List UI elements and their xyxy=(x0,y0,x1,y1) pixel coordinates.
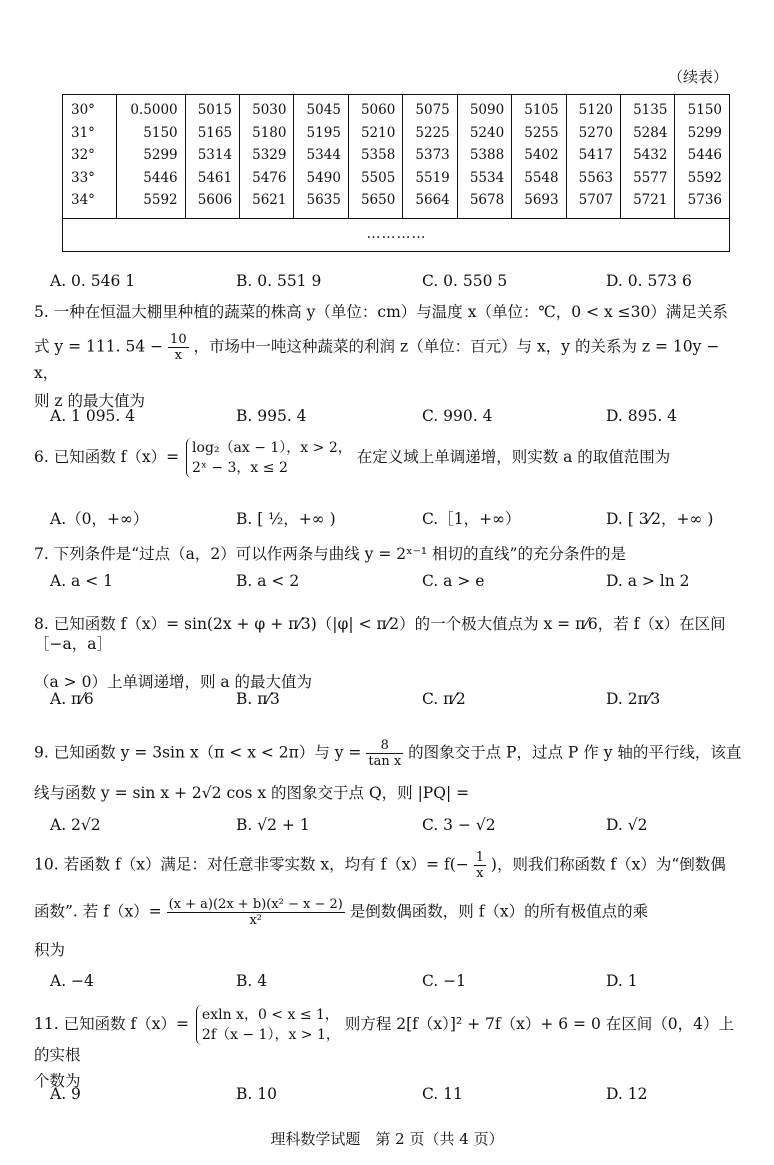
q11-piecewise xyxy=(196,1005,340,1045)
q10-line1 xyxy=(34,850,744,881)
q8-options xyxy=(50,690,730,714)
table-cell: 5678 xyxy=(457,189,511,218)
q11-pre: 11. 已知函数 f（x）= xyxy=(34,1015,189,1033)
continued-label: （续表） xyxy=(667,68,728,86)
table-cell: 5592 xyxy=(675,167,730,190)
table-cell: 5461 xyxy=(185,167,239,190)
q9-option-a: A. 2√2 xyxy=(50,816,101,834)
q9-fraction xyxy=(366,738,403,769)
q5-line1: 5. 一种在恒温大棚里种植的蔬菜的株高 y（单位：cm）与温度 x（单位：℃，0 < x ≤30）满足关系 xyxy=(34,303,728,321)
table-cell: 5505 xyxy=(348,167,402,190)
table-cell: 5388 xyxy=(457,144,511,167)
table-cell: 5476 xyxy=(240,167,294,190)
q9-line1 xyxy=(34,738,744,769)
table-cell: 5650 xyxy=(348,189,402,218)
sine-table xyxy=(62,94,730,252)
table-cell: 5402 xyxy=(512,144,566,167)
table-row xyxy=(63,189,730,218)
table-cell: 5446 xyxy=(675,144,730,167)
q9-frac-num: 8 xyxy=(366,738,403,754)
q8-line1: 8. 已知函数 f（x）= sin(2x + φ + π⁄3)（|φ| < π⁄2）的一个极大值点为 x = π⁄6，若 f（x）在区间［−a，a］ xyxy=(34,615,726,653)
table-cell: 5090 xyxy=(457,95,511,122)
q11-case2: 2f（x − 1），x > 1， xyxy=(201,1027,340,1043)
q6-case1: log₂（ax − 1），x > 2， xyxy=(192,440,352,456)
table-cell: 5446 xyxy=(117,167,186,190)
question-9 xyxy=(34,738,744,803)
q8-option-a: A. π⁄6 xyxy=(50,690,94,708)
table-cell: 5135 xyxy=(621,95,675,122)
q10-line1-post: )，则我们称函数 f（x）为“倒数偶 xyxy=(490,855,726,874)
table-cell: 5105 xyxy=(512,95,566,122)
q8-option-d: D. 2π⁄3 xyxy=(606,690,661,708)
table-cell: 5664 xyxy=(403,189,457,218)
q5-fraction xyxy=(168,332,189,363)
q5-line2 xyxy=(34,332,744,383)
q10-line1-pre: 10. 若函数 f（x）满足：对任意非零实数 x，均有 f（x）= f(− xyxy=(34,855,469,874)
table-cell: 5270 xyxy=(566,122,620,145)
table-row-angle: 31° xyxy=(63,122,117,145)
q9-line1-post: 的图象交于点 P，过点 P 作 y 轴的平行线，该直 xyxy=(408,743,742,762)
q8-option-b: B. π⁄3 xyxy=(236,690,280,708)
table-cell: 5225 xyxy=(403,122,457,145)
q9-line1-pre: 9. 已知函数 y = 3sin x（π < x < 2π）与 y = xyxy=(34,743,362,762)
table-cell: 5015 xyxy=(185,95,239,122)
table-row xyxy=(63,122,730,145)
q4-option-c: C. 0. 550 5 xyxy=(422,272,508,290)
q5-line2-post: ，市场中一吨这种蔬菜的利润 z（单位：百元）与 x，y 的关系为 z = 10y − x， xyxy=(34,337,720,382)
table-row-angle: 32° xyxy=(63,144,117,167)
table-cell: 5299 xyxy=(117,144,186,167)
table-cell: 5707 xyxy=(566,189,620,218)
q5-line3: 则 z 的最大值为 xyxy=(34,392,146,410)
table-cell: 5606 xyxy=(185,189,239,218)
q6-options xyxy=(50,507,730,531)
q5-frac-den: x xyxy=(174,348,182,363)
q11-post: 则方程 2[f（x）]² + 7f（x）+ 6 = 0 在区间（0，4）上的实根 xyxy=(34,1015,734,1064)
table-cell: 5592 xyxy=(117,189,186,218)
q11-line1 xyxy=(34,1005,744,1065)
q9-options xyxy=(50,816,730,840)
q6-pre: 6. 已知函数 f（x）= xyxy=(34,448,180,466)
q10-fraction-2 xyxy=(167,897,345,928)
q9-option-d: D. √2 xyxy=(606,816,648,834)
question-7: 7. 下列条件是“过点（a，2）可以作两条与曲线 y = 2ˣ⁻¹ 相切的直线”的充分条件的是 xyxy=(34,545,626,563)
q6-option-b: B. [ ½，+∞ ) xyxy=(236,510,336,528)
q5-option-a: A. 1 095. 4 xyxy=(50,407,136,425)
q4-options xyxy=(50,272,730,296)
q5-option-d: D. 895. 4 xyxy=(606,407,678,425)
table-cell: 5210 xyxy=(348,122,402,145)
table-cell: 5150 xyxy=(675,95,730,122)
q10-line2-pre: 函数”. 若 f（x）= xyxy=(34,902,162,921)
q5-option-c: C. 990. 4 xyxy=(422,407,493,425)
table-row xyxy=(63,144,730,167)
q10-line2-post: 是倒数偶函数，则 f（x）的所有极值点的乘 xyxy=(349,902,649,921)
table-cell: 5255 xyxy=(512,122,566,145)
q6-option-d: D. [ 3⁄2，+∞ ) xyxy=(606,510,714,528)
table-cell: 5240 xyxy=(457,122,511,145)
table-row-angle: 30° xyxy=(63,95,117,122)
table-cell: 5165 xyxy=(185,122,239,145)
table-cell: 5417 xyxy=(566,144,620,167)
table-cell: 5635 xyxy=(294,189,348,218)
q7-option-c: C. a > e xyxy=(422,572,485,590)
q11-option-b: B. 10 xyxy=(236,1085,277,1103)
table-cell: 5432 xyxy=(621,144,675,167)
q11-option-a: A. 9 xyxy=(50,1085,81,1103)
table-cell: 5548 xyxy=(512,167,566,190)
table-cell: 5577 xyxy=(621,167,675,190)
q7-option-a: A. a < 1 xyxy=(50,572,113,590)
q5-frac-num: 10 xyxy=(170,332,187,347)
q8-option-c: C. π⁄2 xyxy=(422,690,466,708)
table-cell: 5373 xyxy=(403,144,457,167)
table-cell: 0.5000 xyxy=(117,95,186,122)
q10-line2 xyxy=(34,897,744,928)
question-6 xyxy=(34,438,744,478)
table-row xyxy=(63,167,730,190)
q6-post: 在定义域上单调递增，则实数 a 的取值范围为 xyxy=(356,448,671,466)
q5-options xyxy=(50,407,730,431)
q10-option-c: C. −1 xyxy=(422,972,467,990)
q9-option-b: B. √2 + 1 xyxy=(236,816,310,834)
question-10 xyxy=(34,850,744,960)
table-cell: 5563 xyxy=(566,167,620,190)
q7-option-d: D. a > ln 2 xyxy=(606,572,690,590)
table-cell: 5120 xyxy=(566,95,620,122)
table-cell: 5284 xyxy=(621,122,675,145)
q10-option-a: A. −4 xyxy=(50,972,94,990)
q11-line2: 个数为 xyxy=(34,1072,81,1090)
q10-frac2-den: x² xyxy=(249,913,262,928)
table-cell: 5299 xyxy=(675,122,730,145)
q9-frac-den: tan x xyxy=(368,754,402,769)
table-cell: 5534 xyxy=(457,167,511,190)
table-cell: 5621 xyxy=(240,189,294,218)
q4-option-a: A. 0. 546 1 xyxy=(50,272,136,290)
table-cell: 5314 xyxy=(185,144,239,167)
q10-options xyxy=(50,972,730,996)
q10-option-b: B. 4 xyxy=(236,972,268,990)
table-cell: 5150 xyxy=(117,122,186,145)
q9-option-c: C. 3 − √2 xyxy=(422,816,496,834)
table-cell: 5736 xyxy=(675,189,730,218)
table-cell: 5358 xyxy=(348,144,402,167)
q5-option-b: B. 995. 4 xyxy=(236,407,307,425)
question-11 xyxy=(34,1005,744,1091)
table-cell: 5045 xyxy=(294,95,348,122)
q4-option-b: B. 0. 551 9 xyxy=(236,272,322,290)
q6-piecewise xyxy=(186,438,352,478)
q10-frac1-num: 1 xyxy=(475,850,484,865)
q9-line2: 线与函数 y = sin x + 2√2 cos x 的图象交于点 Q，则 |PQ| = xyxy=(34,784,470,802)
q10-frac1-den: x xyxy=(476,866,484,881)
q7-option-b: B. a < 2 xyxy=(236,572,300,590)
table-cell: 5519 xyxy=(403,167,457,190)
table-row xyxy=(63,95,730,122)
q10-line3: 积为 xyxy=(34,941,66,959)
q11-case1: exln x，0 < x ≤ 1， xyxy=(201,1007,339,1023)
table-cell: 5693 xyxy=(512,189,566,218)
q10-frac2-num: (x + a)(2x + b)(x² − x − 2) xyxy=(168,897,343,912)
table-cell: 5195 xyxy=(294,122,348,145)
q10-fraction-1 xyxy=(474,850,486,881)
q11-options xyxy=(50,1085,730,1109)
q6-option-a: A.（0，+∞） xyxy=(50,510,149,528)
table-cell: 5490 xyxy=(294,167,348,190)
q4-option-d: D. 0. 573 6 xyxy=(606,272,692,290)
q6-option-c: C.［1，+∞） xyxy=(422,510,521,528)
question-8 xyxy=(34,614,744,692)
table-cell: 5344 xyxy=(294,144,348,167)
table-cell: 5329 xyxy=(240,144,294,167)
table-cell: 5060 xyxy=(348,95,402,122)
table-cell: 5721 xyxy=(621,189,675,218)
table-row-angle: 33° xyxy=(63,167,117,190)
q11-option-c: C. 11 xyxy=(422,1085,463,1103)
table-cell: 5180 xyxy=(240,122,294,145)
q7-options xyxy=(50,572,730,596)
table-cell: 5075 xyxy=(403,95,457,122)
q11-option-d: D. 12 xyxy=(606,1085,648,1103)
table-cell: 5030 xyxy=(240,95,294,122)
q10-option-d: D. 1 xyxy=(606,972,638,990)
q5-line2-pre: 式 y = 111. 54 − xyxy=(34,337,164,356)
question-5 xyxy=(34,302,744,411)
q6-case2: 2ˣ − 3，x ≤ 2 xyxy=(192,460,288,476)
q8-line2: （a > 0）上单调递增，则 a 的最大值为 xyxy=(34,673,313,691)
table-row-angle: 34° xyxy=(63,189,117,218)
page-footer: 理科数学试题 第 2 页（共 4 页） xyxy=(270,1130,504,1148)
table-ellipsis: ………… xyxy=(63,218,730,251)
